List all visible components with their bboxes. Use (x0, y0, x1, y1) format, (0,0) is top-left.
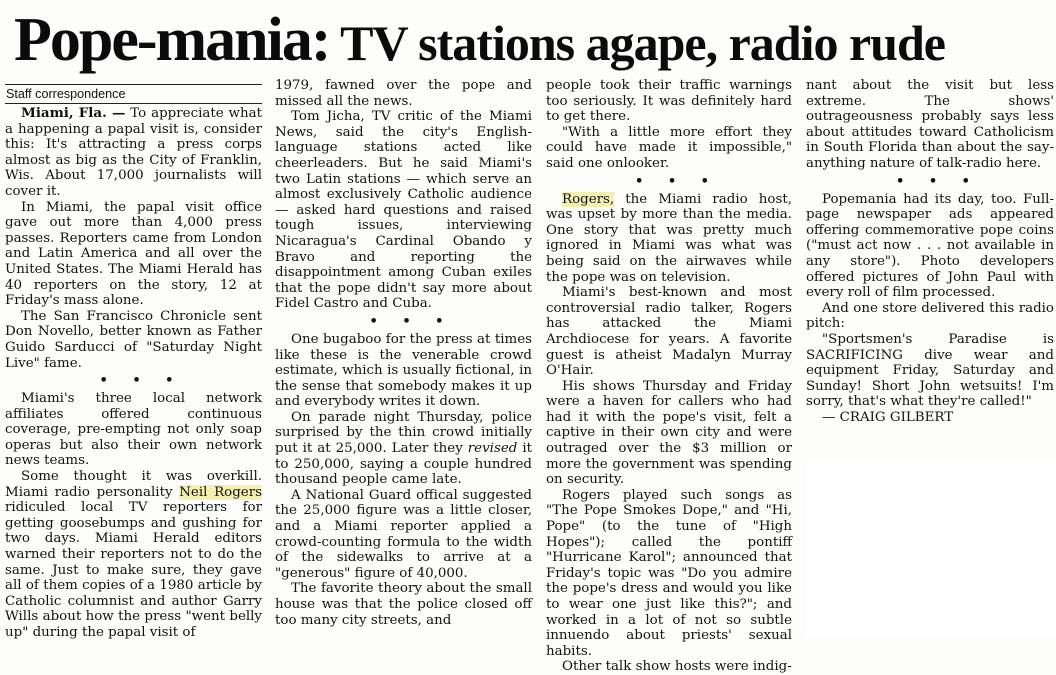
paragraph: Some thought it was overkill. Miami radio personality Neil Rogers ridiculed local TV reporters for getting goosebumps and gushing for two days. Miami Herald editors warned their reporters not to do the same. Just to make sure, they gave all of them copies of a 1980 article by Catholic columnist and author Garry Wills about how the press "went belly up" during the papal visit of (5, 469, 262, 640)
section-separator: • • • (635, 173, 719, 189)
paragraph: "With a little more effort they could have made it impossible," said one onlooker. (546, 124, 792, 171)
column-1 (5, 84, 262, 640)
byline: Staff correspondence (5, 84, 262, 104)
paragraph: nant about the visit but less extreme. The shows' outrageousness probably says less about attitudes toward Catholicism in South Florida than about the say-anything nature of talk-radio here. (806, 78, 1054, 171)
dateline: Miami, Fla. — (21, 105, 126, 121)
emphasis: revised (467, 441, 518, 457)
paragraph: One bugaboo for the press at times like these is the venerable crowd estimate, which is usually fictional, in the sense that somebody makes it up and everybody writes it down. (275, 331, 532, 410)
column-4 (806, 78, 1054, 458)
highlighted-name: Neil Rogers (179, 484, 262, 500)
headline-rest: TV stations agape, radio rude (329, 15, 945, 71)
headline (14, 2, 1054, 78)
paragraph: Miami's best-known and most controversial radio talker, Rogers has attacked the Miami Archdiocese for years. A favorite guest is atheist Madalyn Murray O'Hair. (546, 285, 792, 379)
paragraph: The San Francisco Chronicle sent Don Novello, better known as Father Guido Sarducci of "Saturday Night Live" fame. (5, 308, 262, 371)
paragraph: In Miami, the papal visit office gave out more than 4,000 press passes. Reporters came from London and Latin America and all over the United States. The Miami Herald has 40 reporters on the story, 12 at Friday's mass alone. (5, 199, 262, 309)
paragraph: 1979, fawned over the pope and missed all the news. (275, 78, 532, 109)
section-separator: • • • (896, 173, 980, 189)
column-3 (546, 78, 792, 675)
paragraph: Miami's three local network affiliates offered continuous coverage, pre-empting not only soap operas but also their own network news teams. (5, 391, 262, 469)
paragraph: And one store delivered this radio pitch: (806, 300, 1054, 332)
paragraph: Other talk show hosts were indig- (562, 659, 792, 675)
section-separator: • • • (99, 373, 184, 389)
paragraph: Rogers played such songs as "The Pope Smokes Dope," and "Hi, Pope" (to the tune of "High Hopes"); called the pontiff "Hurricane Karol"; announced that Friday's topic was "Do you admire the pope's dress and would you like to wear one just like this?"; and worked in a lot of not so subtle innuendo about priests' sexual habits. (546, 487, 792, 659)
paragraph: people took their traffic warnings too seriously. It was definitely hard to get there. (546, 78, 792, 125)
section-separator: • • • (369, 313, 454, 329)
paragraph: His shows Thursday and Friday were a haven for callers who had had it with the pope's visit, felt a captive in their own city and were outraged over the $3 million or more the government was spending on security. (546, 378, 792, 488)
paragraph: Rogers, the Miami radio host, was upset by more than the media. One story that was pretty much ignored in Miami was what was being said on the airwaves while the pope was on television. (546, 191, 792, 285)
paragraph: On parade night Thursday, police surprised by the thin crowd initially put it at 25,000. Later they revised it to 250,000, saying a couple hundred thousand people came late. (275, 409, 532, 488)
paragraph: Miami, Fla. — To appreciate what a happening a papal visit is, consider this: It's attracting a press corps almost as big as the City of Franklin, Wis. About 17,000 journalists will cover it. (5, 105, 262, 199)
paragraph: The favorite theory about the small house was that the police closed off too many city streets, and (275, 581, 532, 628)
paragraph: Tom Jicha, TV critic of the Miami News, said the city's English-language stations acted like cheerleaders. But he said Miami's two Latin stations — which serve an almost exclusively Catholic audience — asked hard questions and raised tough issues, interviewing Nicaragua's Cardinal Obando y Bravo and reporting the disappointment among Cuban exiles that the pope didn't say more about Fidel Castro and Cuba. (275, 109, 532, 312)
blank-area (806, 462, 1056, 638)
column-2 (275, 78, 532, 630)
author-signoff: — CRAIG GILBERT (822, 409, 954, 425)
highlighted-name: Rogers, (562, 191, 615, 207)
headline-main: Pope-mania: (14, 6, 330, 74)
paragraph: "Sportsmen's Paradise is SACRIFICING dive wear and equipment Friday, Saturday and Sunday! Short John wetsuits! I'm sorry, that's what they're called!" (806, 331, 1054, 410)
paragraph: A National Guard offical suggested the 25,000 figure was a little closer, and a Miami reporter applied a crowd-counting formula to the width of the sidewalks to arrive at a "generous" figure of 40,000. (275, 487, 532, 581)
paragraph: Popemania had its day, too. Full-page newspaper ads appeared offering commemorative pope coins ("must act now . . . not available in any store"). Photo developers offered pictures of John Paul with every roll of film processed. (806, 191, 1054, 301)
